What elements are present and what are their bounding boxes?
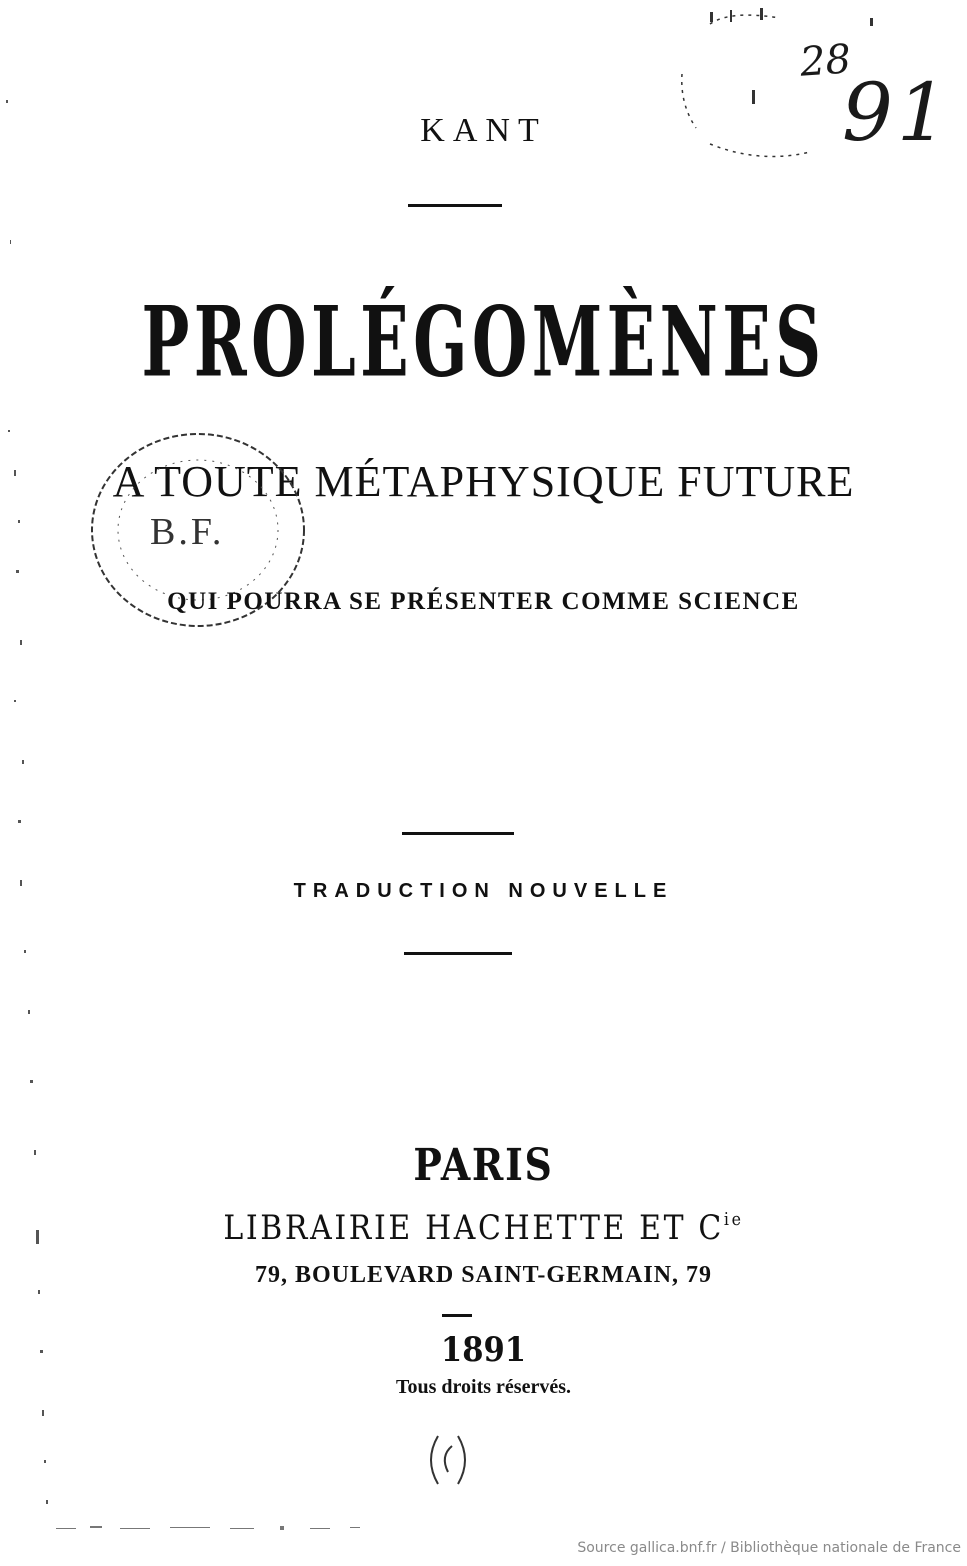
publisher-name: [58, 1208, 909, 1248]
divider-rule: [404, 952, 512, 955]
rights-notice: Tous droits réservés.: [396, 1376, 571, 1398]
publisher-suffix: ie: [723, 1209, 744, 1230]
divider-rule: [402, 832, 514, 835]
divider-rule: [408, 204, 502, 207]
publication-city: PARIS: [413, 1140, 554, 1191]
author-name: KANT: [420, 112, 547, 149]
stamp-initials: B.F.: [150, 511, 225, 553]
source-attribution: Source gallica.bnf.fr / Bibliothèque nationale de France: [577, 1540, 961, 1556]
divider-rule-short: [442, 1314, 472, 1317]
translation-note: TRADUCTION NOUVELLE: [293, 880, 674, 902]
publisher-label: LIBRAIRIE HACHETTE ET C: [223, 1208, 724, 1248]
library-mark-bottom: [418, 1420, 478, 1500]
scan-noise-bottom: [50, 1518, 380, 1538]
publication-year: 1891: [440, 1330, 527, 1370]
shelfmark-number-upper: 28: [798, 36, 853, 86]
shelfmark-number-lower: 91: [842, 66, 952, 159]
book-title: PROLÉGOMÈNES: [141, 285, 826, 400]
publisher-address: 79, BOULEVARD SAINT-GERMAIN, 79: [254, 1262, 713, 1288]
subtitle-line-2: QUI POURRA SE PRÉSENTER COMME SCIENCE: [167, 588, 800, 615]
subtitle-line-1: A TOUTE MÉTAPHYSIQUE FUTURE: [112, 457, 855, 506]
